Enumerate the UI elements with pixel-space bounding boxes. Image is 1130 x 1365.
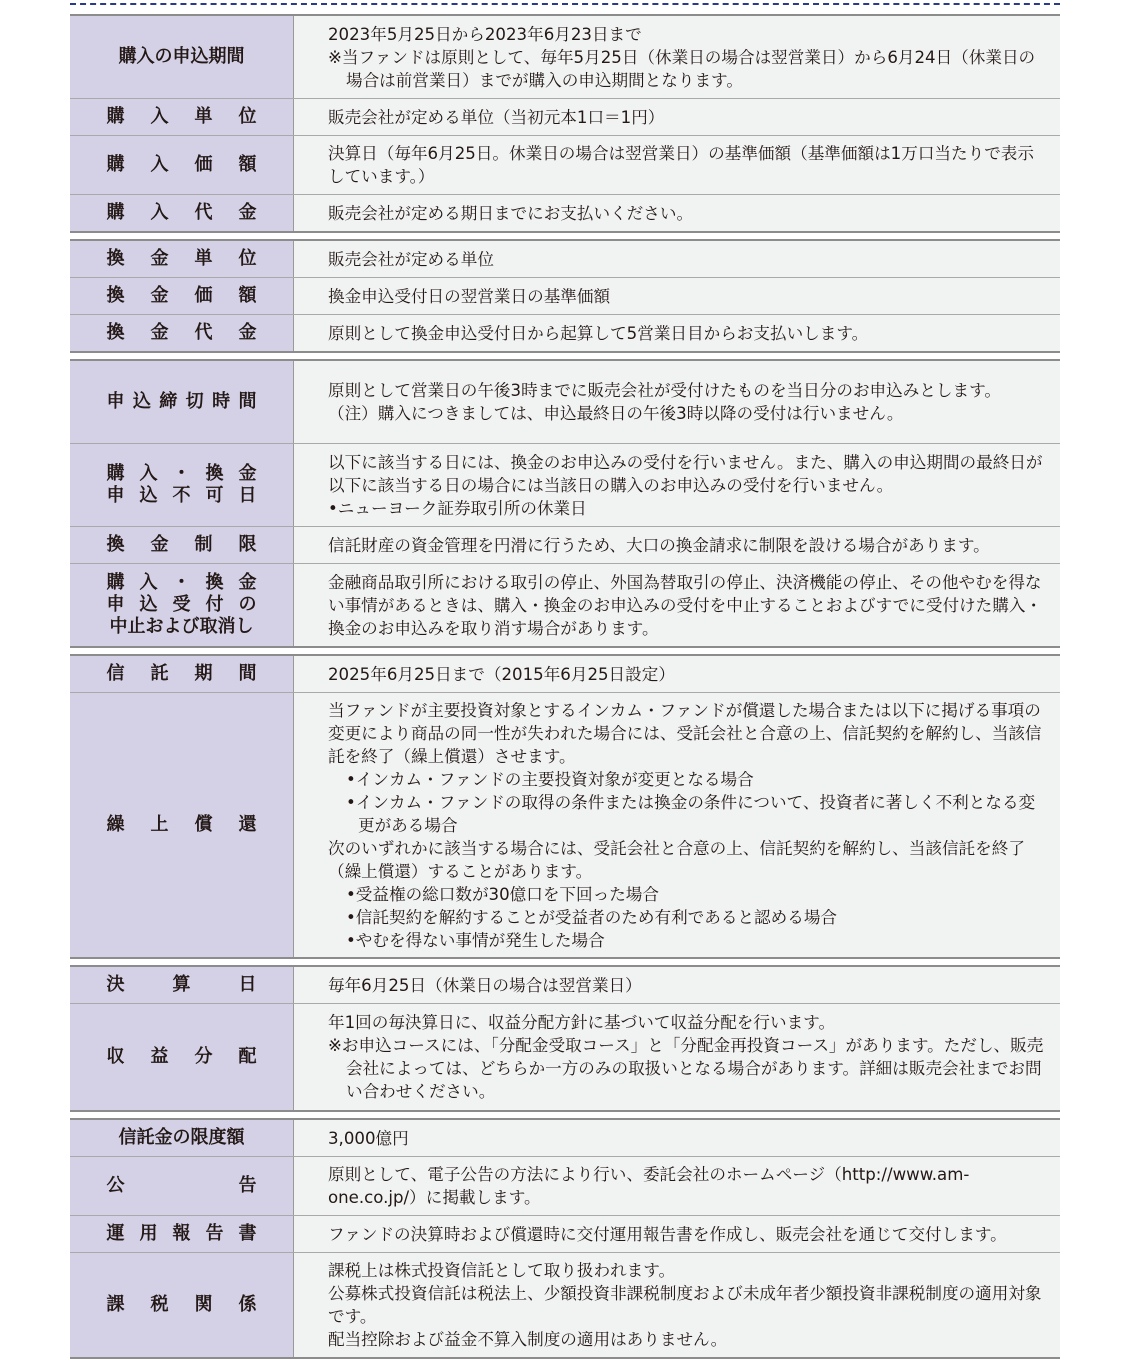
row-label: [70, 527, 294, 563]
table-row: [70, 16, 1060, 98]
row-label-line: 決 算 日: [106, 974, 257, 995]
table-section: [70, 1118, 1060, 1359]
row-value-line: 換金申込受付日の翌営業日の基準価額: [328, 286, 611, 306]
row-label-line: 購 入 ・ 換 金: [106, 463, 257, 484]
row-label-line: 申 込 受 付 の: [106, 594, 257, 615]
row-value-line: ファンドの決算時および償還時に交付運用報告書を作成し、販売会社を通じて交付します。: [328, 1224, 1007, 1244]
row-value-line: 次のいずれかに該当する場合には、受託会社と合意の上、信託契約を解約し、当該信託を終了（繰上償還）することがあります。: [328, 838, 1025, 881]
row-label-line: 信託金の限度額: [118, 1127, 245, 1148]
row-label: [70, 564, 294, 646]
row-label: [70, 136, 294, 194]
row-value-line: 販売会社が定める単位（当初元本1口＝1円）: [328, 107, 665, 127]
row-value: [294, 278, 1060, 314]
row-value-line: ※お申込コースには、「分配金受取コース」と「分配金再投資コース」があります。ただし、販売会社によっては、どちらか一方のみの取扱いとなる場合があります。詳細は販売会社までお問い合わせください。: [328, 1036, 1044, 1101]
table-row: [70, 361, 1060, 443]
row-label-line: 購 入 代 金: [106, 202, 257, 223]
row-value-line: 金融商品取引所における取引の停止、外国為替取引の停止、決済機能の停止、その他やむを得ない事情があるときは、購入・換金のお申込みの受付を中止することおよびすでに受付けた購入・換金のお申込みを取り消す場合があります。: [328, 572, 1043, 638]
row-label-text: [107, 248, 257, 270]
row-value: [294, 1120, 1060, 1156]
table-row: [70, 1003, 1060, 1110]
table-section: [70, 965, 1060, 1112]
table-row: [70, 443, 1060, 526]
row-value: [294, 1157, 1060, 1215]
row-label-text: [107, 285, 257, 307]
row-label-line: 換 金 単 位: [106, 248, 257, 269]
row-label-line: 換 金 価 額: [106, 285, 257, 306]
row-label: [70, 315, 294, 351]
row-label-line: 収 益 分 配: [106, 1046, 257, 1067]
row-value-line: 当ファンドが主要投資対象とするインカム・ファンドが償還した場合または以下に掲げる事項の変更により商品の同一性が失われた場合には、受託会社と合意の上、信託契約を解約し、当該信託を終了（繰上償還）させます。: [328, 700, 1042, 766]
row-value: [294, 656, 1060, 692]
row-value-line: 公募株式投資信託は税法上、少額投資非課税制度および未成年者少額投資非課税制度の適用対象です。: [328, 1284, 1042, 1326]
top-dashed-rule: [70, 3, 1060, 5]
row-label: [70, 1216, 294, 1252]
row-label: [70, 1004, 294, 1110]
row-label: [70, 444, 294, 526]
table-row: [70, 98, 1060, 135]
row-label: [70, 278, 294, 314]
row-label: [70, 16, 294, 98]
row-label-line: 購 入 ・ 換 金: [106, 572, 257, 593]
row-label: [70, 361, 294, 443]
table-row: [70, 194, 1060, 231]
table-section: [70, 359, 1060, 648]
row-label-text: [107, 154, 257, 176]
row-label-text: [107, 663, 257, 685]
row-label-text: [107, 1046, 257, 1068]
row-label-text: [107, 572, 257, 638]
row-label-line: 申 込 不 可 日: [106, 485, 257, 506]
row-value-line: 課税上は株式投資信託として取り扱われます。: [328, 1261, 676, 1280]
row-label: [70, 195, 294, 231]
row-value-line: 以下に該当する日には、換金のお申込みの受付を行いません。また、購入の申込期間の最終日が以下に該当する日の場合には当該日の購入のお申込みの受付を行いません。: [328, 452, 1043, 495]
table-row: [70, 241, 1060, 277]
row-value-line: （注）購入につきましては、申込最終日の午後3時以降の受付は行いません。: [328, 404, 904, 423]
row-label-text: [119, 1127, 245, 1149]
row-value-line: 原則として営業日の午後3時までに販売会社が受付けたものを当日分のお申込みとします。: [328, 381, 1001, 400]
row-label-text: [107, 974, 257, 996]
row-label-line: 購入の申込期間: [118, 46, 245, 67]
row-label-line: 購 入 価 額: [106, 154, 257, 175]
row-value-line: 決算日（毎年6月25日。休業日の場合は翌営業日）の基準価額（基準価額は1万口当たりで表示しています。）: [328, 144, 1034, 186]
row-value-line: 販売会社が定める単位: [328, 249, 494, 269]
row-value-line: •インカム・ファンドの主要投資対象が変更となる場合: [346, 769, 754, 789]
table-row: [70, 563, 1060, 646]
row-value: [294, 1216, 1060, 1252]
row-value: [294, 16, 1060, 98]
row-label-line: 換 金 制 限: [106, 534, 257, 555]
row-label: [70, 967, 294, 1003]
row-value: [294, 99, 1060, 135]
table-row: [70, 656, 1060, 692]
row-value-line: •受益権の総口数が30億口を下回った場合: [346, 884, 659, 904]
row-value-line: 配当控除および益金不算入制度の適用はありません。: [328, 1330, 728, 1349]
row-label-text: [107, 1294, 257, 1316]
row-value: [294, 967, 1060, 1003]
row-label-line: 購 入 単 位: [106, 106, 257, 127]
table-section: [70, 654, 1060, 959]
row-label-line: 信 託 期 間: [106, 663, 257, 684]
row-label: [70, 1253, 294, 1357]
row-value-line: •信託契約を解約することが受益者のため有利であると認める場合: [346, 907, 838, 927]
row-label-line: 公 告: [106, 1175, 257, 1196]
table-row: [70, 314, 1060, 351]
row-value-line: 信託財産の資金管理を円滑に行うため、大口の換金請求に制限を設ける場合があります。: [328, 535, 990, 555]
row-value: [294, 527, 1060, 563]
table-row: [70, 1156, 1060, 1215]
table-row: [70, 1215, 1060, 1252]
row-value-line: 毎年6月25日（休業日の場合は翌営業日）: [328, 975, 642, 995]
row-label-text: [107, 463, 257, 507]
row-value-line: 原則として、電子公告の方法により行い、委託会社のホームページ（http://www.am-one.co.jp/）に掲載します。: [328, 1165, 970, 1207]
row-value: [294, 241, 1060, 277]
table-section: [70, 239, 1060, 353]
row-value: [294, 195, 1060, 231]
row-label-text: [107, 1175, 257, 1197]
row-value-line: 3,000億円: [328, 1128, 409, 1148]
row-label-text: [107, 322, 257, 344]
row-label: [70, 656, 294, 692]
row-value-line: 2023年5月25日から2023年6月23日まで: [328, 24, 642, 44]
row-value-line: •やむを得ない事情が発生した場合: [346, 930, 605, 950]
row-label-line: 課 税 関 係: [106, 1294, 257, 1315]
row-value: [294, 361, 1060, 443]
row-label: [70, 1157, 294, 1215]
table-row: [70, 1252, 1060, 1357]
row-value: [294, 444, 1060, 526]
row-label: [70, 1120, 294, 1156]
row-value-line: ※当ファンドは原則として、毎年5月25日（休業日の場合は翌営業日）から6月24日（休業日の場合は前営業日）までが購入の申込期間となります。: [328, 47, 1036, 90]
row-value-line: 2025年6月25日まで（2015年6月25日設定）: [328, 664, 675, 684]
row-label-line: 運 用 報 告 書: [106, 1223, 257, 1244]
row-label-text: [107, 202, 257, 224]
row-label-text: [119, 46, 245, 68]
table-row: [70, 967, 1060, 1003]
table-row: [70, 526, 1060, 563]
table-row: [70, 277, 1060, 314]
table-row: [70, 135, 1060, 194]
row-value: [294, 564, 1060, 646]
row-label-line: 換 金 代 金: [106, 322, 257, 343]
row-label: [70, 99, 294, 135]
table-row: [70, 1120, 1060, 1156]
row-value-line: •ニューヨーク証券取引所の休業日: [328, 498, 587, 518]
table-row: [70, 692, 1060, 957]
row-label: [70, 693, 294, 957]
row-value: [294, 1253, 1060, 1357]
row-value: [294, 1004, 1060, 1110]
row-value-line: 販売会社が定める期日までにお支払いください。: [328, 203, 694, 223]
row-label-line: 中止および取消し: [109, 616, 254, 637]
row-label-text: [107, 814, 257, 836]
fund-terms-table: [70, 14, 1060, 1365]
row-label-text: [107, 391, 257, 413]
row-value: [294, 136, 1060, 194]
row-label: [70, 241, 294, 277]
row-value-line: 原則として換金申込受付日から起算して5営業日目からお支払いします。: [328, 323, 869, 343]
row-label-line: 繰 上 償 還: [106, 814, 257, 835]
table-section: [70, 14, 1060, 233]
row-label-text: [107, 106, 257, 128]
row-value: [294, 315, 1060, 351]
row-label-line: 申 込 締 切 時 間: [106, 391, 257, 412]
row-value: [294, 693, 1060, 957]
row-value-line: •インカム・ファンドの取得の条件または換金の条件について、投資者に著しく不利となる変更がある場合: [346, 792, 1036, 835]
row-value-line: 年1回の毎決算日に、収益分配方針に基づいて収益分配を行います。: [328, 1013, 836, 1032]
row-label-text: [107, 534, 257, 556]
row-label-text: [107, 1223, 257, 1245]
